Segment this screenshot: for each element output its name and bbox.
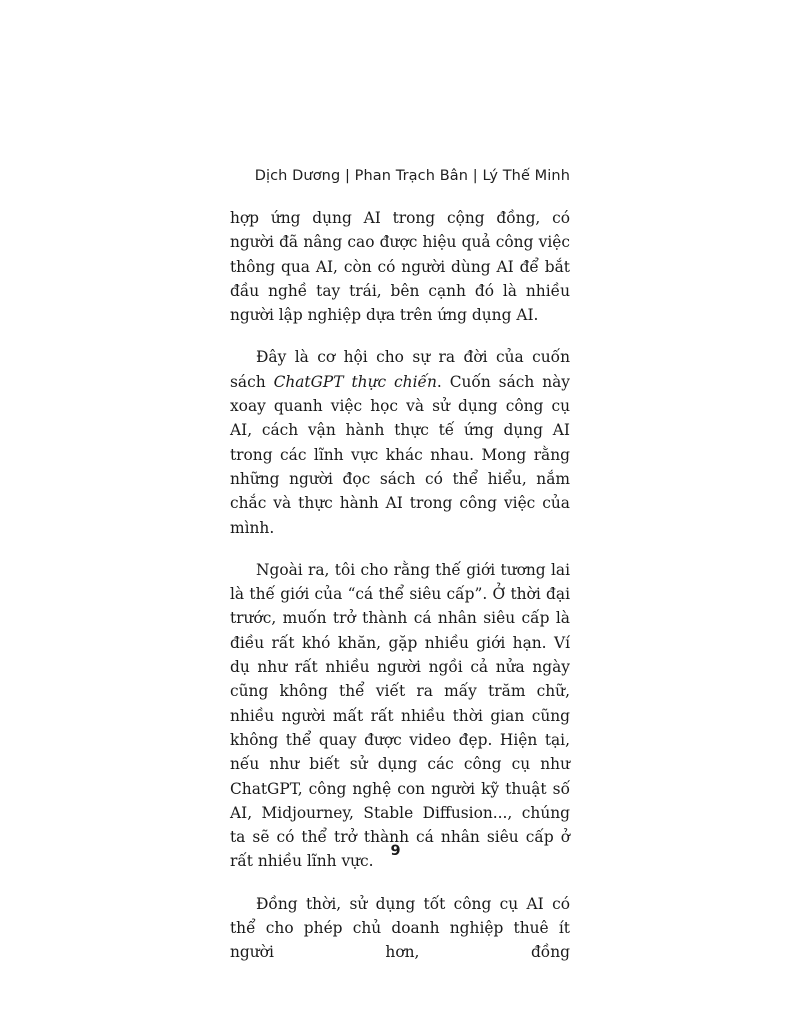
paragraph-4: Đồng thời, sử dụng tốt công cụ AI có thể cho phép chủ doanh nghiệp thuê ít người hơn, đồng xyxy=(230,894,570,962)
paragraph-2-rest: . Cuốn sách này xoay quanh việc học và sử dụng công cụ AI, cách vận hành thực tế ứng dụng AI trong các lĩnh vực khác nhau. Mong rằng những người đọc sách có thể hiểu, nắm chắc và thực hành AI trong công việc của mình. xyxy=(230,372,570,537)
book-title: ChatGPT thực chiến xyxy=(273,372,437,391)
paragraph-1: hợp ứng dụng AI trong cộng đồng, có người đã nâng cao được hiệu quả công việc thông qua AI, còn có người dùng AI để bắt đầu nghề tay trái, bên cạnh đó là nhiều người lập nghiệp dựa trên ứng dụng AI. xyxy=(230,209,570,325)
paragraph-3: Ngoài ra, tôi cho rằng thế giới tương lai là thế giới của “cá thể siêu cấp”. Ở thời đại trước, muốn trở thành cá nhân siêu cấp là điều rất khó khăn, gặp nhiều giới hạn. Ví dụ như rất nhiều người ngồi cả nửa ngày cũng không thể viết ra mấy trăm chữ, nhiều người mất rất nhiều thời gian cũng không thể quay được video đẹp. Hiện tại, nếu như biết sử dụng các công cụ như ChatGPT, công nghệ con người kỹ thuật số AI, Midjourney, Stable Diffusion..., chúng ta sẽ có thể trở thành cá nhân siêu cấp ở rất nhiều lĩnh vực. xyxy=(230,560,570,871)
page-number: 9 xyxy=(390,843,401,859)
paragraph-2-intro: Đây là cơ hội cho sự ra đời của cuốn sách xyxy=(230,348,570,391)
body-text xyxy=(230,206,570,983)
running-header: Dịch Dương | Phan Trạch Bân | Lý Thế Minh xyxy=(254,168,570,184)
paragraph-2 xyxy=(230,345,570,539)
